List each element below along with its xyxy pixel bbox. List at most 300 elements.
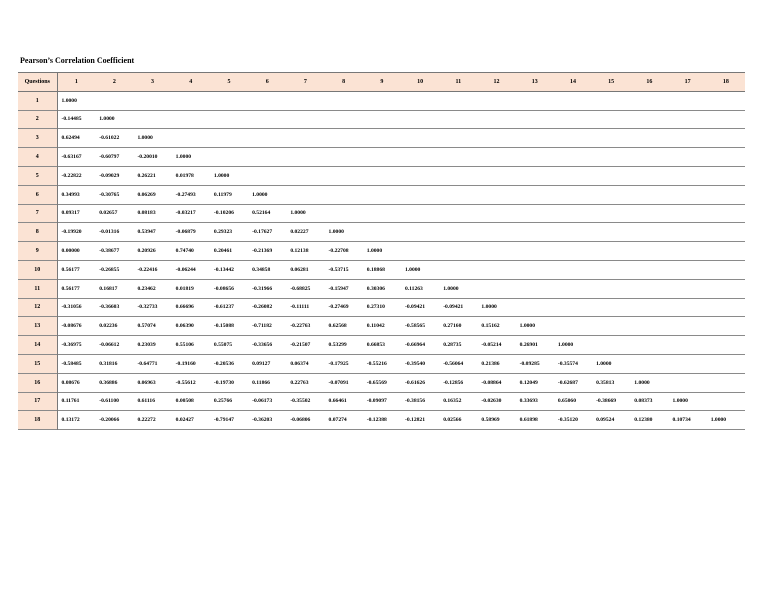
table-cell: 0.08676 (61, 379, 80, 386)
table-cell (477, 242, 515, 261)
table-cell: -0.53715 (328, 266, 349, 273)
table-cell (401, 91, 439, 110)
table-cell: 0.00508 (175, 398, 194, 405)
table-cell (554, 204, 592, 223)
table-cell: 0.53947 (137, 229, 156, 236)
table-cell (630, 317, 668, 336)
column-header: 14 (554, 73, 592, 92)
table-cell (669, 298, 707, 317)
table-cell (439, 148, 477, 167)
table-cell (707, 354, 745, 373)
column-header: 7 (286, 73, 324, 92)
table-cell: 0.11979 (213, 191, 232, 198)
row-label: 4 (18, 148, 57, 167)
table-cell: 0.34858 (252, 266, 271, 273)
row-label: 17 (18, 392, 57, 411)
table-cell (669, 110, 707, 129)
row-label: 14 (18, 336, 57, 355)
table-cell (554, 317, 592, 336)
table-cell: -0.09421 (404, 304, 426, 311)
column-header: 8 (325, 73, 363, 92)
table-cell: 0.13172 (61, 417, 80, 424)
row-label: 16 (18, 373, 57, 392)
table-cell: 0.26901 (519, 342, 538, 349)
table-cell: 1.0000 (366, 248, 383, 255)
header-row (18, 73, 745, 92)
table-cell: -0.06806 (290, 417, 311, 424)
table-cell (630, 91, 668, 110)
questions-header: Questions (18, 73, 57, 92)
table-cell (630, 242, 668, 261)
table-cell: 1.0000 (519, 323, 536, 330)
table-cell (477, 148, 515, 167)
table-cell (477, 223, 515, 242)
table-cell: 0.06390 (175, 323, 194, 330)
table-cell: 1.0000 (710, 417, 727, 424)
table-cell (669, 373, 707, 392)
table-cell: 0.53299 (328, 342, 347, 349)
table-row (18, 204, 745, 223)
table-cell: 0.01819 (175, 285, 194, 292)
table-cell: 0.56177 (61, 285, 80, 292)
table-cell: -0.11111 (290, 304, 310, 311)
table-cell: -0.61626 (404, 379, 426, 386)
table-cell: -0.35502 (290, 398, 311, 405)
table-cell (477, 204, 515, 223)
table-row (18, 279, 745, 298)
table-cell (630, 260, 668, 279)
table-cell (401, 204, 439, 223)
correlation-table (18, 72, 745, 430)
table-cell: 0.66696 (175, 304, 194, 311)
table-cell (554, 110, 592, 129)
table-cell: -0.56064 (443, 360, 464, 367)
table-cell: -0.22822 (61, 172, 82, 179)
table-cell (516, 166, 554, 185)
row-label: 12 (18, 298, 57, 317)
table-cell (286, 185, 324, 204)
table-cell (554, 223, 592, 242)
table-cell: -0.32733 (137, 304, 158, 311)
table-cell (554, 129, 592, 148)
table-cell (669, 129, 707, 148)
table-cell: -0.02630 (481, 398, 502, 405)
table-cell (554, 148, 592, 167)
table-cell (554, 260, 592, 279)
table-cell (554, 166, 592, 185)
table-cell (363, 223, 401, 242)
table-cell (363, 148, 401, 167)
table-cell: 0.10734 (672, 417, 691, 424)
table-cell (172, 129, 210, 148)
table-cell (630, 129, 668, 148)
table-cell: -0.17925 (328, 360, 349, 367)
row-label: 15 (18, 354, 57, 373)
table-cell (401, 166, 439, 185)
row-label: 2 (18, 110, 57, 129)
table-cell (630, 185, 668, 204)
table-cell: -0.65569 (366, 379, 387, 386)
table-cell: 1.0000 (481, 304, 497, 311)
table-cell (707, 317, 745, 336)
row-label: 9 (18, 242, 57, 261)
table-cell (707, 260, 745, 279)
table-cell: 1.0000 (328, 229, 344, 236)
table-cell: 1.0000 (443, 285, 459, 292)
table-row (18, 354, 745, 373)
row-label: 18 (18, 411, 57, 430)
column-header: 10 (401, 73, 439, 92)
table-cell (669, 354, 707, 373)
table-row (18, 223, 745, 242)
table-cell: -0.17627 (252, 229, 273, 236)
table-cell: 0.30306 (366, 285, 385, 292)
table-cell (592, 166, 630, 185)
table-cell: 0.11263 (404, 285, 423, 292)
table-cell (248, 91, 286, 110)
table-cell: -0.33656 (252, 342, 273, 349)
table-cell (210, 110, 248, 129)
table-cell (592, 129, 630, 148)
table-cell: 0.08373 (634, 398, 653, 405)
table-cell (439, 166, 477, 185)
column-header: 4 (172, 73, 210, 92)
table-cell (325, 185, 363, 204)
table-cell (554, 242, 592, 261)
table-cell: 0.02236 (99, 323, 118, 330)
table-cell: -0.12856 (443, 379, 464, 386)
table-cell: -0.05214 (481, 342, 502, 349)
table-cell (707, 185, 745, 204)
table-row (18, 91, 745, 110)
table-cell: 1.0000 (99, 116, 115, 123)
table-cell: -0.14485 (61, 116, 82, 123)
table-cell: -0.38677 (99, 248, 120, 255)
table-cell (133, 110, 171, 129)
table-cell: -0.09421 (443, 304, 464, 311)
table-cell: 0.02227 (290, 229, 309, 236)
table-cell (172, 110, 210, 129)
table-cell (133, 91, 171, 110)
table-cell: 0.61898 (519, 417, 538, 424)
table-cell: -0.22416 (137, 266, 158, 273)
table-cell (592, 223, 630, 242)
table-cell (325, 91, 363, 110)
table-cell: -0.20066 (99, 417, 120, 424)
table-cell (516, 129, 554, 148)
table-cell: 0.55106 (175, 342, 194, 349)
table-row (18, 336, 745, 355)
table-cell (707, 392, 745, 411)
table-cell: 0.26221 (137, 172, 156, 179)
table-cell (516, 260, 554, 279)
table-cell (707, 336, 745, 355)
table-cell (630, 298, 668, 317)
table-cell: 0.20461 (213, 248, 233, 255)
table-cell (669, 148, 707, 167)
table-cell: -0.36203 (252, 417, 273, 424)
column-header: 18 (707, 73, 745, 92)
column-header: 1 (57, 73, 95, 92)
table-cell: 0.12380 (634, 417, 653, 424)
table-cell (439, 110, 477, 129)
table-cell: 0.12049 (519, 379, 538, 386)
table-cell: -0.22708 (328, 248, 349, 255)
table-cell: 0.06374 (290, 360, 309, 367)
table-cell: -0.26082 (252, 304, 273, 311)
table-cell: -0.61100 (99, 398, 119, 405)
table-cell: 0.09127 (252, 360, 271, 367)
table-cell (248, 110, 286, 129)
table-cell: 0.62494 (61, 135, 80, 142)
table-cell: 0.06281 (290, 266, 309, 273)
table-cell (477, 279, 515, 298)
table-row (18, 373, 745, 392)
table-cell: 0.61116 (137, 398, 155, 405)
table-cell (669, 166, 707, 185)
row-label: 6 (18, 185, 57, 204)
table-cell (592, 336, 630, 355)
table-cell: 0.00000 (61, 248, 80, 255)
table-cell (401, 242, 439, 261)
table-cell (439, 204, 477, 223)
table-cell: 0.28735 (443, 342, 462, 349)
table-cell (707, 166, 745, 185)
table-cell: -0.66964 (404, 342, 426, 349)
column-header: 15 (592, 73, 630, 92)
table-cell: 0.27310 (366, 304, 385, 311)
table-cell: -0.58565 (404, 323, 426, 330)
table-cell (630, 336, 668, 355)
table-row (18, 166, 745, 185)
table-cell (439, 91, 477, 110)
table-cell (707, 279, 745, 298)
table-cell (286, 91, 324, 110)
table-cell (630, 110, 668, 129)
table-cell (325, 148, 363, 167)
table-cell (592, 242, 630, 261)
table-row (18, 317, 745, 336)
table-cell: 0.09524 (596, 417, 615, 424)
table-cell: 1.0000 (634, 379, 650, 386)
table-cell: -0.68825 (290, 285, 311, 292)
table-row (18, 185, 745, 204)
table-cell (439, 242, 477, 261)
table-cell (477, 91, 515, 110)
table-cell (554, 298, 592, 317)
table-cell (669, 223, 707, 242)
table-row (18, 260, 745, 279)
table-cell: 0.35813 (596, 379, 615, 386)
table-cell: -0.63167 (61, 154, 82, 161)
table-cell: 0.29323 (213, 229, 233, 236)
table-cell (477, 185, 515, 204)
table-cell (516, 91, 554, 110)
table-cell: 0.16817 (99, 285, 118, 292)
table-cell (325, 110, 363, 129)
table-cell (630, 354, 668, 373)
table-cell (210, 91, 248, 110)
column-header: 17 (669, 73, 707, 92)
table-cell (516, 204, 554, 223)
table-cell: 0.25766 (213, 398, 233, 405)
table-cell: -0.12821 (404, 417, 426, 424)
table-cell (554, 91, 592, 110)
table-cell (516, 223, 554, 242)
table-cell: 0.55075 (213, 342, 233, 349)
table-cell: -0.09285 (519, 360, 540, 367)
row-label: 1 (18, 91, 57, 110)
table-cell (210, 129, 248, 148)
table-cell: -0.08656 (213, 285, 234, 292)
table-cell (592, 110, 630, 129)
table-cell: 0.01978 (175, 172, 194, 179)
table-cell (669, 185, 707, 204)
table-cell: -0.64771 (137, 360, 158, 367)
table-cell (248, 166, 286, 185)
table-cell: -0.58485 (61, 360, 82, 367)
table-title: Pearson’s Correlation Coefficient (20, 56, 135, 65)
table-cell (363, 110, 401, 129)
table-cell: -0.61022 (99, 135, 120, 142)
table-cell: -0.38669 (596, 398, 617, 405)
table-cell (363, 129, 401, 148)
table-cell: 0.22763 (290, 379, 309, 386)
table-cell: -0.19920 (61, 229, 82, 236)
table-cell (669, 279, 707, 298)
table-cell: -0.09097 (366, 398, 387, 405)
table-cell: 1.0000 (596, 360, 612, 367)
column-header: 2 (95, 73, 133, 92)
table-cell: 0.20926 (137, 248, 156, 255)
table-cell (439, 260, 477, 279)
table-cell: 0.22272 (137, 417, 156, 424)
table-cell: -0.30765 (99, 191, 120, 198)
table-cell (477, 166, 515, 185)
table-cell: -0.31056 (61, 304, 82, 311)
table-cell: -0.15088 (213, 323, 234, 330)
table-cell: 0.52164 (252, 210, 271, 217)
table-cell (516, 298, 554, 317)
table-cell: 0.18868 (366, 266, 385, 273)
table-cell (669, 317, 707, 336)
table-cell (248, 129, 286, 148)
table-cell: -0.26855 (99, 266, 120, 273)
table-cell: -0.27469 (328, 304, 349, 311)
table-cell (707, 110, 745, 129)
table-cell (630, 279, 668, 298)
table-cell: 0.27160 (443, 323, 462, 330)
table-cell (707, 204, 745, 223)
table-cell: -0.10206 (213, 210, 234, 217)
table-cell (325, 204, 363, 223)
table-cell: 0.12138 (290, 248, 309, 255)
table-cell (669, 91, 707, 110)
table-cell: 0.62568 (328, 323, 347, 330)
table-cell: 0.34993 (61, 191, 80, 198)
table-cell: 0.11866 (252, 379, 270, 386)
table-cell: -0.08676 (61, 323, 82, 330)
table-cell (669, 260, 707, 279)
table-cell: 0.58969 (481, 417, 500, 424)
table-cell: 0.02566 (443, 417, 462, 424)
table-cell: 1.0000 (404, 266, 421, 273)
table-cell (554, 185, 592, 204)
table-cell (286, 148, 324, 167)
table-cell (439, 185, 477, 204)
table-cell (669, 242, 707, 261)
table-cell: 0.57074 (137, 323, 156, 330)
column-header: 16 (630, 73, 668, 92)
table-cell: 1.0000 (213, 172, 230, 179)
table-cell: -0.36603 (99, 304, 120, 311)
table-cell: 1.0000 (137, 135, 153, 142)
table-cell (439, 129, 477, 148)
table-cell (592, 204, 630, 223)
table-row (18, 298, 745, 317)
table-cell (592, 279, 630, 298)
table-cell: 0.66853 (366, 342, 385, 349)
table-cell: 0.07274 (328, 417, 347, 424)
table-cell: 1.0000 (557, 342, 574, 349)
table-cell: 0.16352 (443, 398, 462, 405)
table-cell (707, 223, 745, 242)
table-cell (439, 223, 477, 242)
table-cell (592, 148, 630, 167)
row-label: 5 (18, 166, 57, 185)
table-cell: 0.56177 (61, 266, 80, 273)
table-cell: -0.38156 (404, 398, 426, 405)
table-cell (592, 185, 630, 204)
table-cell: 1.0000 (290, 210, 306, 217)
table-cell: -0.62687 (557, 379, 578, 386)
table-cell: -0.08864 (481, 379, 502, 386)
table-cell (592, 260, 630, 279)
table-cell: -0.36975 (61, 342, 82, 349)
column-header: 5 (210, 73, 248, 92)
column-header: 3 (133, 73, 171, 92)
table-cell (477, 129, 515, 148)
table-cell: 0.06963 (137, 379, 156, 386)
table-cell: -0.27493 (175, 191, 196, 198)
table-cell: -0.15947 (328, 285, 349, 292)
table-cell: 0.08183 (137, 210, 156, 217)
table-cell: -0.06612 (99, 342, 120, 349)
table-cell: -0.35120 (557, 417, 578, 424)
table-cell: 0.02657 (99, 210, 118, 217)
table-cell (363, 185, 401, 204)
table-cell: -0.39540 (404, 360, 426, 367)
table-cell (630, 204, 668, 223)
table-cell (210, 148, 248, 167)
table-cell (669, 204, 707, 223)
row-label: 7 (18, 204, 57, 223)
table-cell: 0.23039 (137, 342, 156, 349)
table-cell (516, 185, 554, 204)
table-cell: -0.06173 (252, 398, 273, 405)
table-cell: -0.21507 (290, 342, 311, 349)
table-cell: -0.71182 (252, 323, 272, 330)
table-cell: 0.09317 (61, 210, 80, 217)
table-row (18, 411, 745, 430)
table-cell: 0.02427 (175, 417, 194, 424)
table-cell: 1.0000 (672, 398, 688, 405)
table-cell (592, 298, 630, 317)
table-cell: -0.60797 (99, 154, 120, 161)
table-cell (401, 185, 439, 204)
table-cell: 0.74740 (175, 248, 194, 255)
table-cell (630, 223, 668, 242)
